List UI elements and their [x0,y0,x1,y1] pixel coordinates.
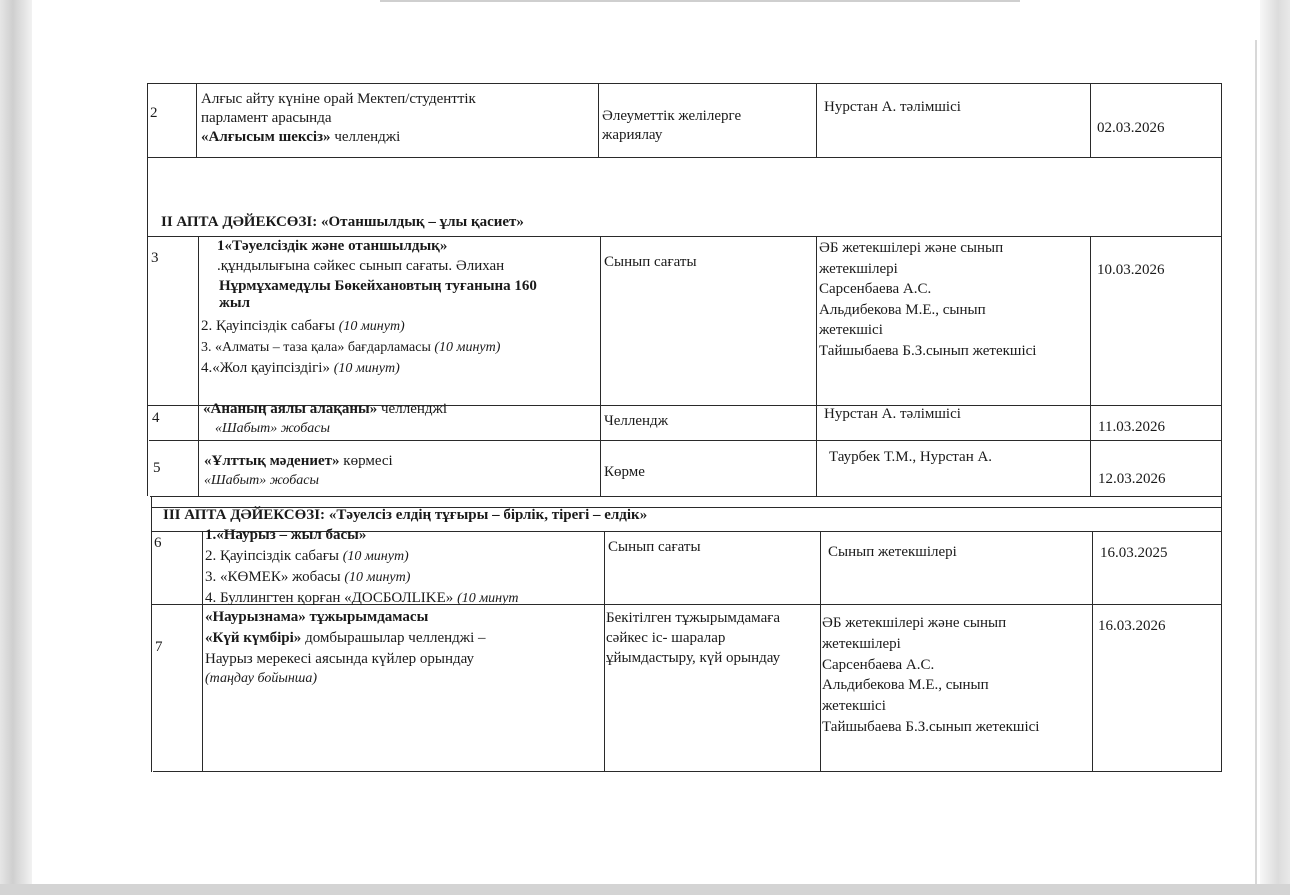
responsible-cell: ӘБ жетекшілері және сынып жетекшілері Сарсенбаева А.С. Альдибекова М.Е., сынып жетекшісі Тайшыбаева Б.З.сынып жетекшісі [819,240,1037,359]
date-cell: 11.03.2026 [1098,419,1165,435]
row-number: 3 [151,250,159,266]
responsible-cell: Нурстан А. тәлімшісі [824,99,961,115]
table-border-left [151,496,152,772]
form-cell: Сынып сағаты [608,539,701,555]
sub-item: 4. Буллингтен қорған «ДОСБОЛLIKE» (10 минут [205,590,519,606]
week-header [163,505,647,525]
col-line [598,83,599,157]
event-title: «Алғысым шексіз» [201,129,331,145]
row-number: 6 [154,535,162,551]
week-label: II АПТА ДӘЙЕКСӨЗІ: [161,214,321,230]
row-number: 4 [152,410,160,426]
event-cell [201,90,476,147]
event-cell [201,236,537,379]
date-cell: 16.03.2025 [1100,545,1168,561]
date-cell: 02.03.2026 [1097,120,1165,136]
week-quote: «Отаншылдық – ұлы қасиет» [320,214,524,230]
event-line: «Ананың аялы алақаны» челленджі [203,401,448,417]
row-line [150,496,1222,497]
event-line: жыл [219,295,251,311]
event-note: «Шабыт» жобасы [215,421,330,436]
form-line: Әлеуметтік желілерге [602,108,742,124]
event-line: 1«Тәуелсіздік және отаншылдық» [217,238,448,254]
responsible-cell: Таурбек Т.М., Нурстан А. [829,449,993,465]
sub-item: 3. «КӨМЕК» жобасы (10 минут) [205,569,411,585]
form-cell: Бекітілген тұжырымдамаға сәйкес іс- шаралар ұйымдастыру, күй орындау [606,610,781,666]
col-line [1090,236,1091,496]
col-line [604,531,605,772]
col-line [198,236,199,496]
col-line [600,236,601,496]
form-cell: Челлендж [604,413,669,429]
sub-item: 4.«Жол қауіпсіздігі» (10 минут) [201,360,400,376]
week-header [161,212,524,232]
event-cell [204,451,393,491]
row-line [149,440,1222,441]
responsible-cell: Сынып жетекшілері [828,544,957,560]
event-line: Нұрмұхамедұлы Бөкейхановтың туғанына 160 [219,278,537,294]
col-line [816,236,817,496]
event-line: Наурыз мерекесі аясында күйлер орындау [205,651,475,667]
col-line [1092,531,1093,772]
row-line [147,83,1222,84]
event-tail: челленджі [330,129,401,145]
event-line: «Ұлттық мәдениет» көрмесі [204,453,393,469]
sub-item: 2. Қауіпсіздік сабағы (10 минут) [205,548,409,564]
responsible-cell: ӘБ жетекшілері және сынып жетекшілері Сарсенбаева А.С. Альдибекова М.Е., сынып жетекшісі Тайшыбаева Б.З.сынып жетекшісі [822,615,1040,735]
form-line: жариялау [602,127,663,143]
event-line: парламент арасында [201,110,332,126]
col-line [820,531,821,772]
col-line [816,83,817,157]
table-border-right [1221,83,1222,772]
row-line [153,771,1222,772]
event-cell [205,607,486,687]
event-line: 1.«Наурыз – жыл басы» [205,527,367,543]
event-line: Алғыс айту күніне орай Мектеп/студенттік [201,91,476,107]
event-line [201,128,476,147]
form-cell: Көрме [604,464,645,480]
form-cell: Сынып сағаты [604,254,697,270]
responsible-cell: Нурстан А. тәлімшісі [824,406,961,422]
event-note: (таңдау бойынша) [205,671,318,686]
form-cell [602,107,741,145]
col-line [202,531,203,772]
row-line [147,157,1222,158]
col-line [1090,83,1091,157]
row-number: 5 [153,460,161,476]
sub-item: 2. Қауіпсіздік сабағы (10 минут) [201,318,405,334]
event-cell [203,400,447,438]
week-label: ІІІ АПТА ДӘЙЕКСӨЗІ: [163,507,329,523]
event-line: .құндылығына сәйкес сынып сағаты. Әлихан [217,258,505,274]
date-cell: 12.03.2026 [1098,471,1166,487]
row-number: 7 [155,639,163,655]
event-note: «Шабыт» жобасы [204,473,319,488]
table-border-left [147,83,148,496]
date-cell: 16.03.2026 [1098,618,1166,634]
event-line: «Күй күмбірі» домбырашылар челленджі – [205,630,486,646]
col-line [196,83,197,157]
event-line: «Наурызнама» тұжырымдамасы [205,609,429,625]
sub-item: 3. «Алматы – таза қала» бағдарламасы (10 минут) [201,340,501,355]
date-cell: 10.03.2026 [1097,262,1165,278]
row-number: 2 [150,105,158,121]
week-quote: «Тәуелсіз елдің тұғыры – бірлік, тірегі – елдік» [328,507,648,523]
event-cell [205,525,518,609]
